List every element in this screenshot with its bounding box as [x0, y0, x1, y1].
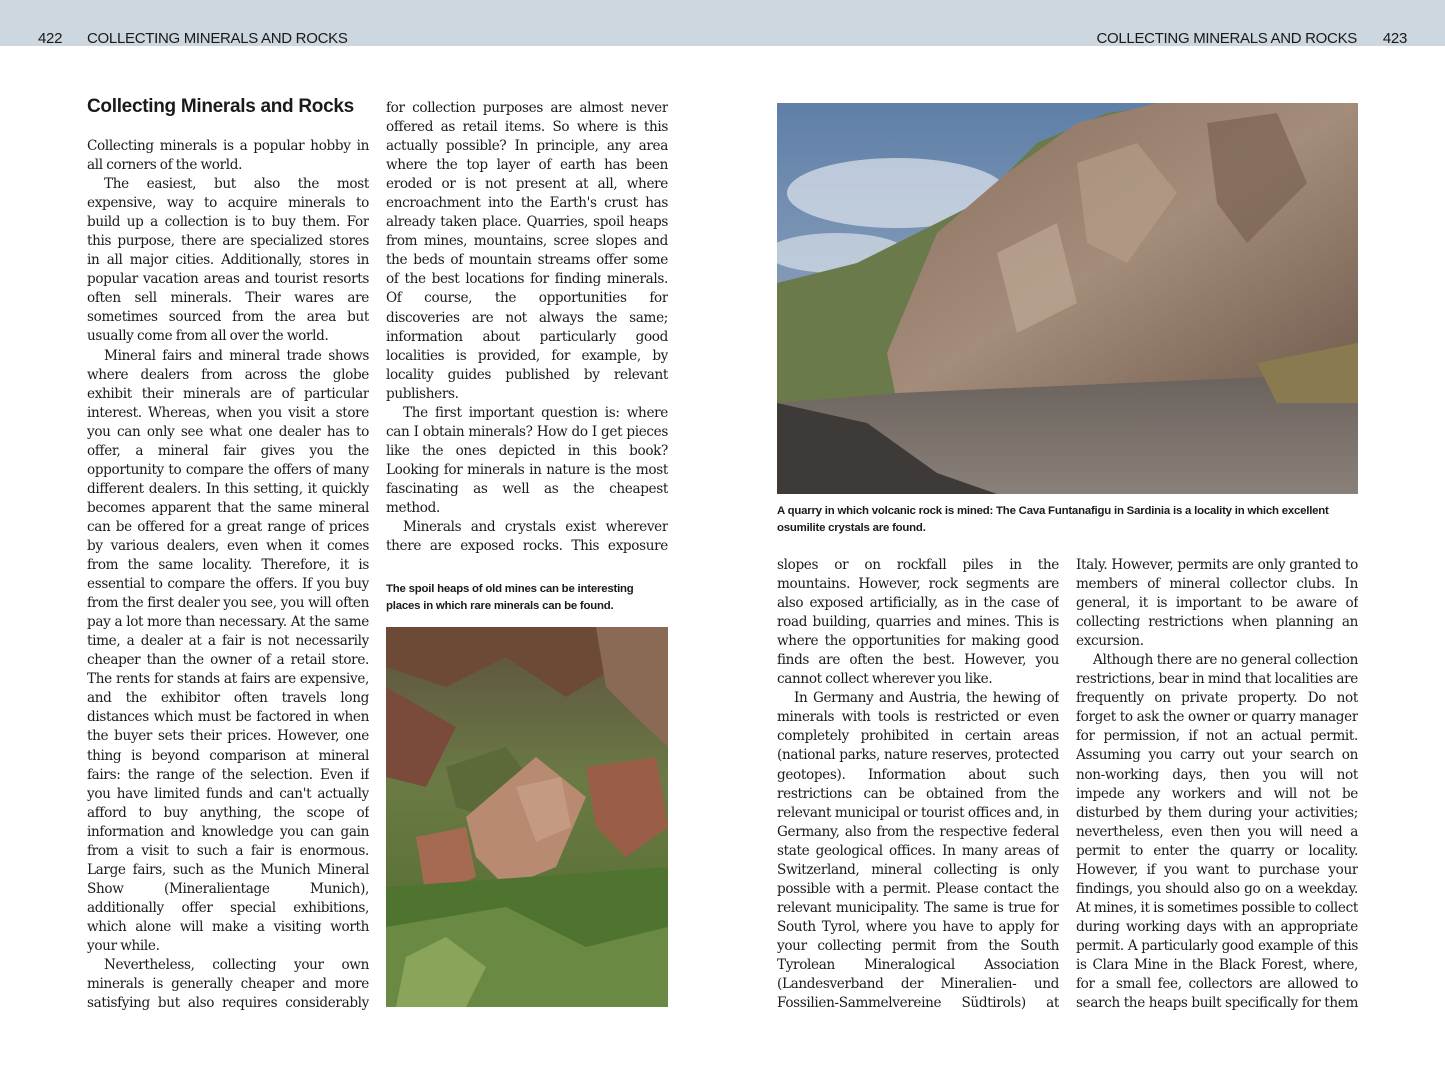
- quarry-photo: [777, 103, 1358, 494]
- paragraph: for collection purposes are almost never offered as retail items. So where is this actually possible? In principle, any area where the top layer of earth has been eroded or is not present at all, where encroachment into the Earth's crust has already taken place. Quarries, spoil heaps from mines, mountains, scree slopes and the beds of mountain streams offer some of the best locations for finding minerals. Of course, the opportunities for discoveries are not always the same; information about particularly good localities is provided, for example, by locality guides published by relevant publishers.: [386, 100, 668, 402]
- page-number-right: 423: [1382, 30, 1407, 47]
- paragraph: The easiest, but also the most expensive, way to acquire minerals to build up a collection is to buy them. For this purpose, there are specialized stores in all major cities. Additionally, stores in popular vacation areas and tourist resorts often sell minerals. Their wares are sometimes sourced from the area but usually come from all over the world.: [87, 176, 369, 345]
- spoil-heap-caption: The spoil heaps of old mines can be interesting places in which rare minerals can be found.: [386, 583, 634, 612]
- paragraph: Minerals and crystals exist wherever there are exposed rocks. This exposure: [386, 519, 668, 555]
- paragraph: Although there are no general collection restrictions, bear in mind that localities are frequently on private property. Do not forget to ask the owner or quarry manager for permission, if not an actual permit. Assuming you carry out your search on non-working days, then you will not impede any workers and will not be disturbed by them during your activities; nevertheless, even then you will need a permit to enter the quarry or locality. However, if you want to purchase your findings, you should also go on a weekday. At mines, it is sometimes possible to collect during working days with an appropriate permit. A particularly good example of this is Clara Mine in the Black Forest, where, for a small fee, collectors are allowed to search the heaps built specifically for them: [1076, 652, 1358, 1012]
- paragraph: Italy. However, permits are only granted to members of mineral collector clubs. In general, it is important to be aware of collecting restrictions when planning an excursion.: [1076, 557, 1358, 650]
- text-column-3: [777, 556, 1059, 1014]
- paragraph: In Germany and Austria, the hewing of minerals with tools is restricted or even completely prohibited in certain areas (national parks, nature reserves, protected geotopes). Information about such restrictions can be obtained from the relevant municipal or tourist offices and, in Germany, also from the respective federal state geological offices. In many areas of Switzerland, mineral collecting is only possible with a permit. Please contact the relevant municipality. The same is true for South Tyrol, where you have to apply for your collecting permit from the South Tyrolean Mineralogical Association (Landesverband der Mineralien- und Fossilien-Sammelvereine Südtirols) at: [777, 690, 1059, 1012]
- text-column-1: [87, 137, 369, 1013]
- running-title-left: COLLECTING MINERALS AND ROCKS: [87, 30, 348, 47]
- text-column-4: [1076, 556, 1358, 1014]
- quarry-caption: A quarry in which volcanic rock is mined: The Cava Funtanafigu in Sardinia is a locality in which excellent osumilite crystals are found.: [777, 505, 1329, 534]
- paragraph: Collecting minerals is a popular hobby in all corners of the world.: [87, 138, 369, 174]
- paragraph: The first important question is: where can I obtain minerals? How do I get pieces like the ones depicted in this book? Looking for minerals in nature is the most fascinating as well as the cheapest method.: [386, 404, 668, 516]
- running-title-right: COLLECTING MINERALS AND ROCKS: [1096, 30, 1357, 47]
- paragraph: Nevertheless, collecting your own minerals is generally cheaper and more satisfying but also requires considerably: [87, 957, 369, 1012]
- text-column-2: [386, 99, 668, 557]
- spoil-heap-photo: [386, 627, 668, 1007]
- article-title: Collecting Minerals and Rocks: [87, 96, 354, 117]
- page-number-left: 422: [38, 30, 63, 47]
- paragraph: slopes or on rockfall piles in the mountains. However, rock segments are also exposed artificially, as in the case of road building, quarries and mines. This is where the opportunities for making good finds are often the best. However, you cannot collect wherever you like.: [777, 557, 1059, 688]
- paragraph: Mineral fairs and mineral trade shows where dealers from across the globe exhibit their minerals are of particular interest. Whereas, when you visit a store you can only see what one dealer has to offer, a mineral fair gives you the opportunity to compare the offers of many different dealers. In this setting, it quickly becomes apparent that the same mineral can be offered for a great range of prices by various dealers, even when it comes from the same locality. Therefore, it is essential to compare the offers. If you buy from the first dealer you see, you will often pay a lot more than necessary. At the same time, a dealer at a fair is not necessarily cheaper than the owner of a retail store. The rents for stands at fairs are expensive, and the exhibitor often travels long distances which must be factored in when the buyer sets their prices. However, one thing is beyond comparison at mineral fairs: the range of the selection. Even if you have limited funds and can't actually afford to buy anything, the scope of information and knowledge you can gain from a visit to such a fair is enormous. Large fairs, such as the Munich Mineral Show (Mineralientage Munich), additionally offer special exhibitions, which alone will make a visiting worth your while.: [87, 347, 369, 954]
